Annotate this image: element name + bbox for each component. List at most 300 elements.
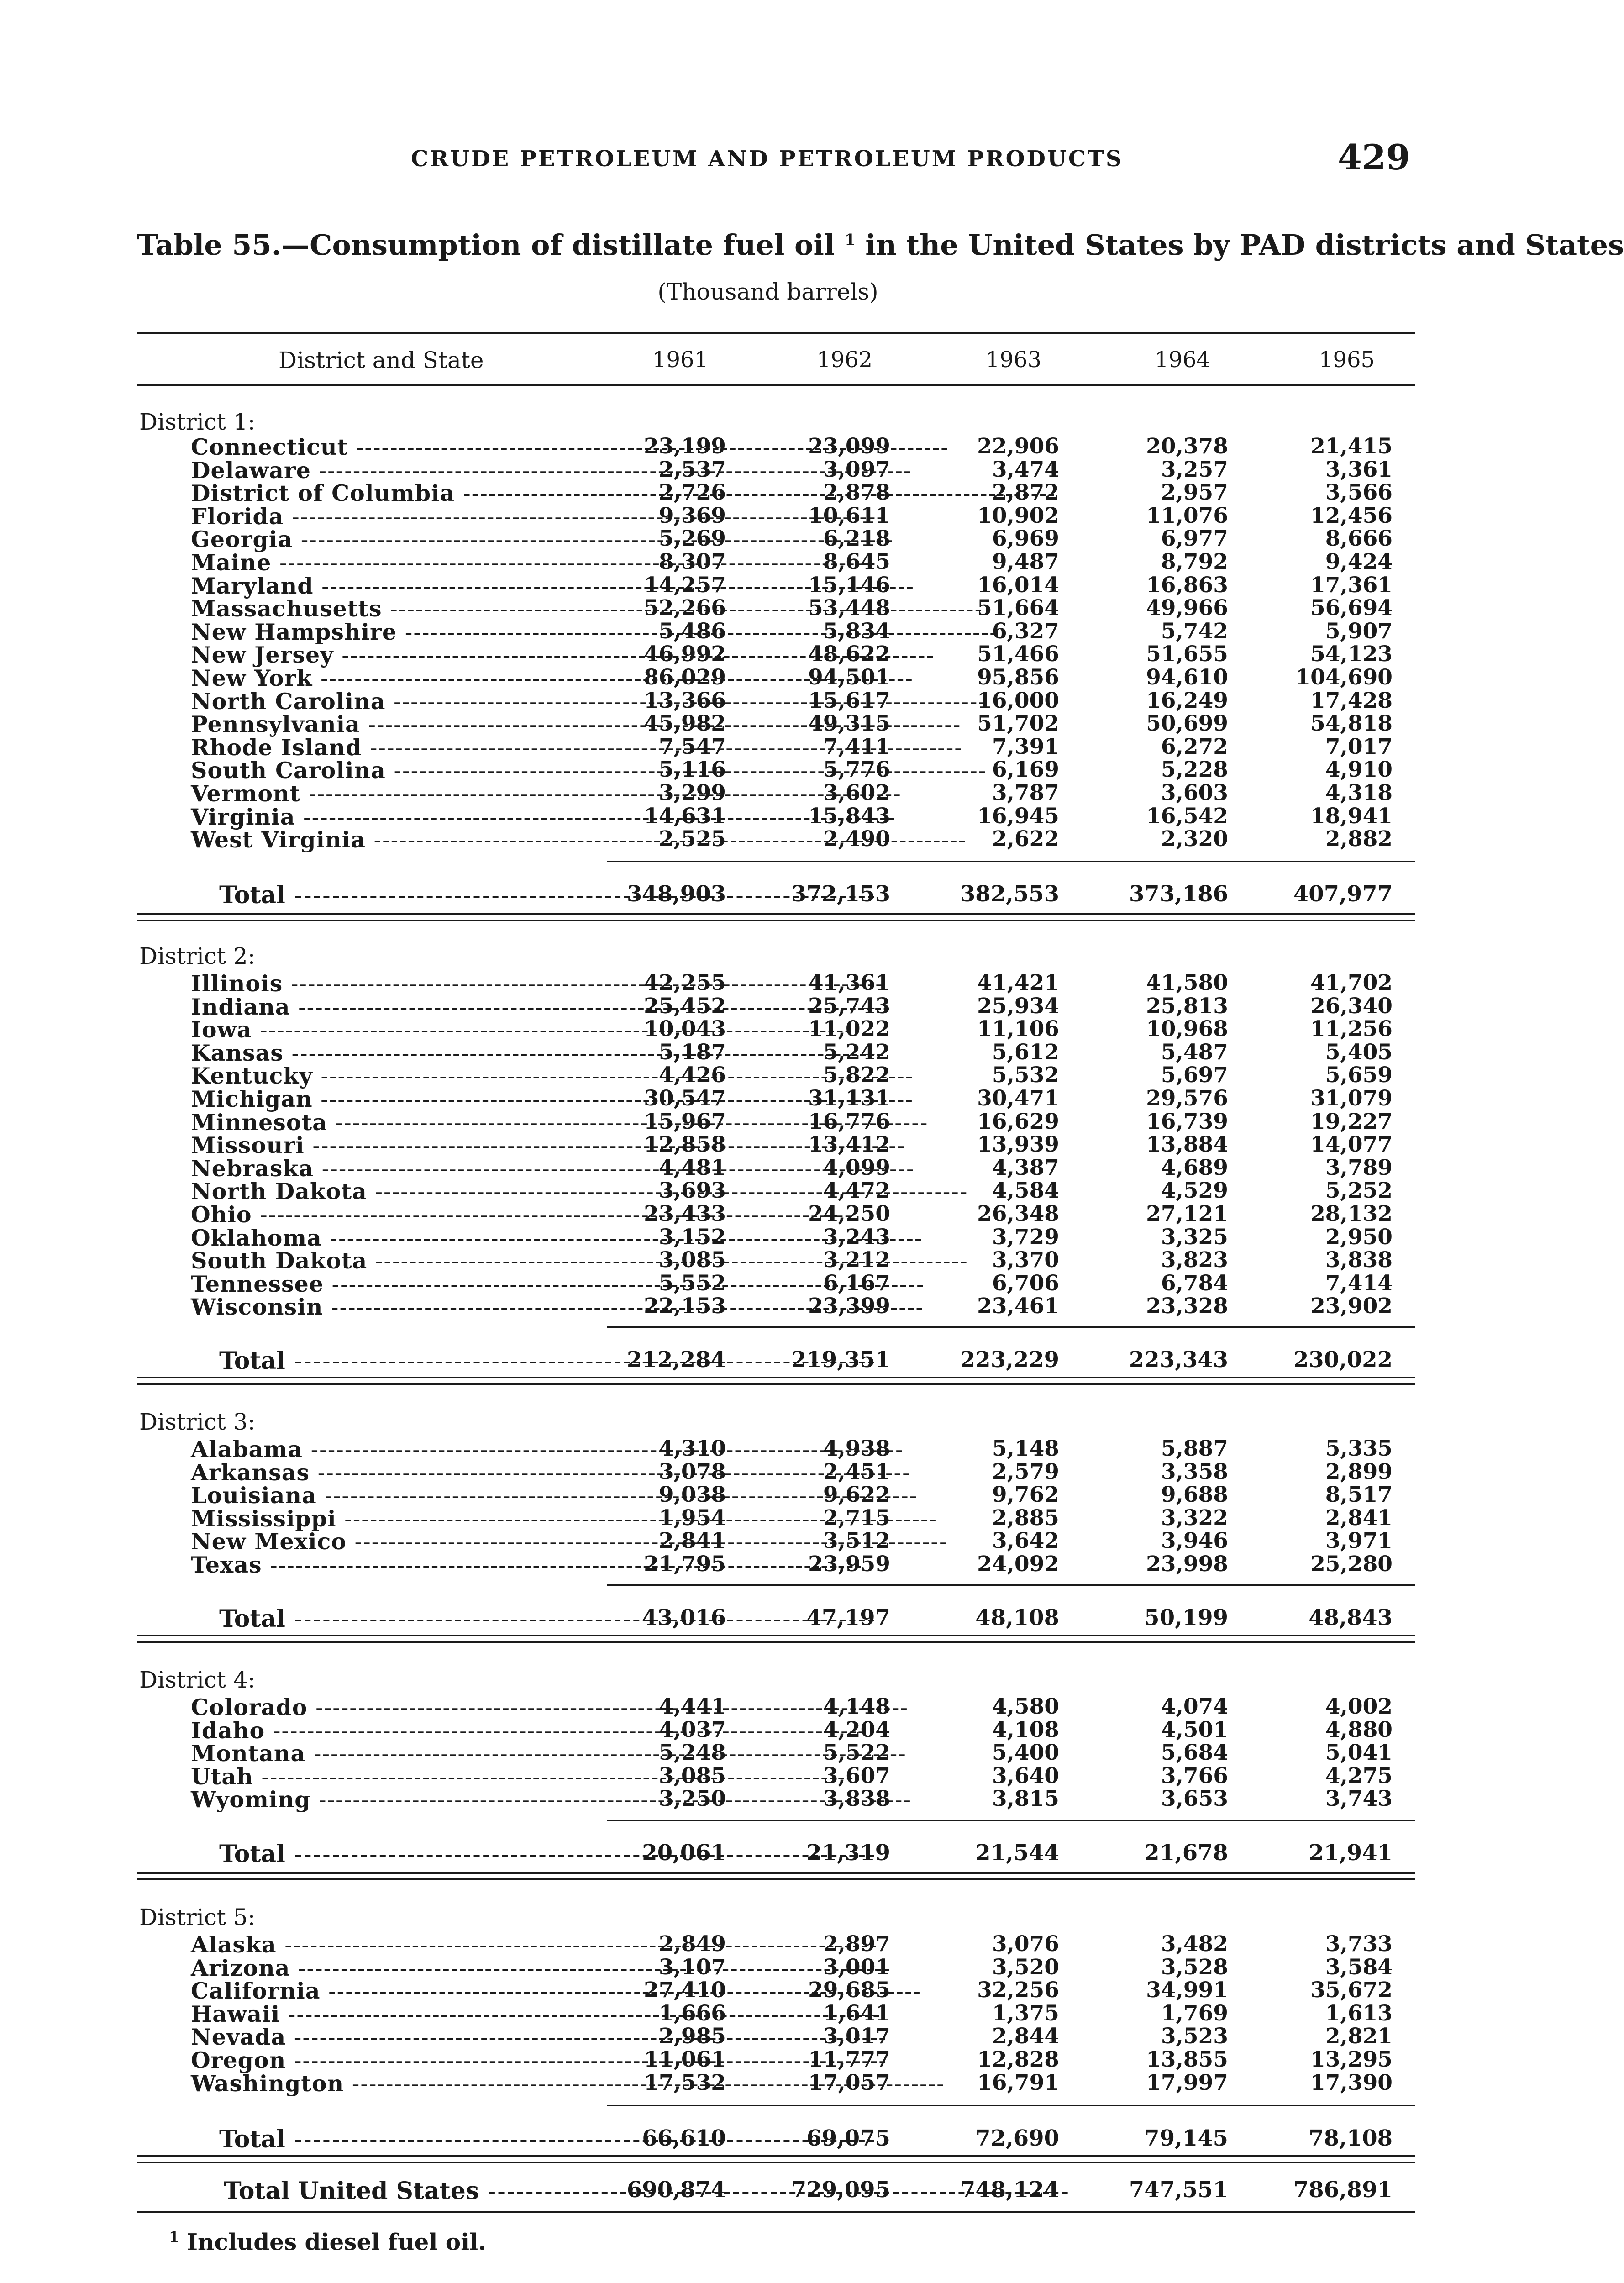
district-label: District 5:	[139, 1904, 256, 1931]
table-cell: 9,369	[658, 503, 726, 528]
table-row	[0, 642, 1536, 668]
state-name: Illinois -----	[191, 970, 611, 997]
table-cell: 5,187	[658, 1039, 726, 1065]
total-cell: 348,903	[626, 881, 726, 907]
total-cell: 223,343	[1129, 1347, 1228, 1373]
table-cell: 6,167	[823, 1270, 890, 1296]
table-cell: 5,335	[1325, 1436, 1393, 1461]
table-cell: 41,702	[1310, 970, 1393, 995]
state-name: New Mexico -----	[191, 1528, 611, 1555]
table-cell: 3,603	[1161, 780, 1228, 805]
table-cell: 2,897	[823, 1931, 890, 1957]
table-cell: 17,390	[1310, 2070, 1393, 2095]
table-cell: 22,153	[644, 1294, 726, 1319]
table-cell: 3,512	[823, 1528, 890, 1554]
table-cell: 12,828	[977, 2047, 1059, 2072]
table-cell: 3,358	[1161, 1459, 1228, 1484]
table-cell: 3,523	[1161, 2024, 1228, 2049]
table-cell: 5,228	[1161, 757, 1228, 783]
table-cell: 3,823	[1161, 1247, 1228, 1273]
table-cell: 3,528	[1161, 1954, 1228, 1980]
state-name: Indiana -----	[191, 994, 611, 1020]
table-cell: 3,078	[658, 1459, 726, 1484]
table-cell: 11,106	[977, 1016, 1059, 1042]
table-cell: 4,580	[992, 1694, 1059, 1719]
total-cell: 21,941	[1309, 1840, 1393, 1866]
table-cell: 3,520	[992, 1954, 1059, 1980]
table-cell: 3,653	[1161, 1786, 1228, 1812]
state-name: Kansas -----	[191, 1040, 611, 1066]
table-cell: 32,256	[977, 1978, 1059, 2003]
state-name: Mississippi -----	[191, 1505, 611, 1532]
table-cell: 23,902	[1310, 1294, 1393, 1319]
table-cell: 26,348	[977, 1201, 1059, 1226]
total-cell: 48,108	[975, 1605, 1059, 1631]
table-cell: 4,481	[658, 1155, 726, 1180]
page-number: 429	[1338, 137, 1410, 178]
table-cell: 16,542	[1146, 803, 1228, 829]
table-cell: 23,099	[808, 434, 890, 459]
table-cell: 5,487	[1161, 1039, 1228, 1065]
table-cell: 56,694	[1310, 595, 1393, 621]
table-row	[0, 688, 1536, 715]
table-cell: 11,256	[1310, 1016, 1393, 1042]
table-cell: 3,642	[992, 1528, 1059, 1554]
footnote	[169, 2228, 486, 2256]
table-cell: 16,776	[808, 1109, 890, 1134]
state-name: New York -----	[191, 665, 611, 691]
table-cell: 21,795	[644, 1552, 726, 1577]
table-cell: 5,252	[1325, 1178, 1393, 1204]
table-cell: 11,061	[644, 2047, 726, 2072]
table-cell: 8,645	[823, 549, 890, 574]
table-cell: 3,566	[1325, 480, 1393, 505]
table-cell: 27,410	[644, 1978, 726, 2003]
district-double-rule	[137, 2155, 1415, 2163]
grand-total-cell: 690,874	[626, 2177, 726, 2203]
table-cell: 5,269	[658, 526, 726, 552]
table-cell: 31,079	[1310, 1086, 1393, 1111]
table-cell: 5,041	[1325, 1740, 1393, 1766]
table-cell: 17,532	[644, 2070, 726, 2095]
total-cell: 78,108	[1309, 2125, 1393, 2151]
table-cell: 41,421	[977, 970, 1059, 995]
table-cell: 25,452	[644, 993, 726, 1019]
table-cell: 13,884	[1146, 1132, 1228, 1157]
table-row	[0, 1247, 1536, 1274]
table-row	[0, 1786, 1536, 1813]
table-cell: 31,131	[808, 1086, 890, 1111]
table-cell: 9,762	[992, 1482, 1059, 1508]
total-cell: 21,544	[975, 1840, 1059, 1866]
subtotal-rule	[607, 1820, 1415, 1821]
table-cell: 3,325	[1161, 1224, 1228, 1250]
state-name: North Dakota -----	[191, 1178, 611, 1205]
table-cell: 9,688	[1161, 1482, 1228, 1508]
table-cell: 5,486	[658, 618, 726, 644]
table-cell: 3,607	[823, 1763, 890, 1789]
table-cell: 54,123	[1310, 642, 1393, 667]
table-cell: 2,885	[992, 1505, 1059, 1531]
table-cell: 2,878	[823, 480, 890, 505]
total-cell: 66,610	[642, 2125, 726, 2151]
table-cell: 2,821	[1325, 2024, 1393, 2049]
table-row	[0, 1109, 1536, 1136]
table-row	[0, 1505, 1536, 1532]
grand-total-cell: 786,891	[1293, 2177, 1393, 2203]
district-double-rule	[137, 1635, 1415, 1643]
subtotal-rule	[607, 2105, 1415, 2106]
table-row	[0, 1954, 1536, 1981]
district-double-rule	[137, 1377, 1415, 1385]
table-cell: 4,037	[658, 1717, 726, 1742]
grand-total-cell: 748,124	[960, 2177, 1059, 2203]
table-row	[0, 503, 1536, 530]
table-cell: 3,085	[658, 1247, 726, 1273]
table-cell: 4,275	[1325, 1763, 1393, 1789]
table-cell: 42,255	[644, 970, 726, 995]
table-cell: 7,411	[823, 734, 890, 759]
table-cell: 10,611	[808, 503, 890, 528]
table-cell: 3,482	[1161, 1931, 1228, 1957]
table-cell: 46,992	[644, 642, 726, 667]
table-cell: 9,424	[1325, 549, 1393, 574]
table-cell: 2,726	[658, 480, 726, 505]
table-cell: 19,227	[1310, 1109, 1393, 1134]
table-cell: 3,584	[1325, 1954, 1393, 1980]
table-cell: 3,107	[658, 1954, 726, 1980]
table-cell: 20,378	[1146, 434, 1228, 459]
state-name: Georgia -----	[191, 526, 611, 552]
table-cell: 2,451	[823, 1459, 890, 1484]
header-top-rule	[137, 332, 1415, 334]
table-cell: 23,959	[808, 1552, 890, 1577]
total-cell: 47,197	[806, 1605, 890, 1631]
table-cell: 4,148	[823, 1694, 890, 1719]
table-cell: 23,433	[644, 1201, 726, 1226]
state-name: Oregon -----	[191, 2047, 611, 2073]
table-row	[0, 826, 1536, 853]
table-row	[0, 618, 1536, 645]
state-name: New Hampshire -----	[191, 619, 611, 645]
total-cell: 212,284	[626, 1347, 726, 1373]
table-cell: 95,856	[977, 665, 1059, 690]
state-name: Arkansas -----	[191, 1459, 611, 1486]
table-cell: 15,967	[644, 1109, 726, 1134]
table-cell: 53,448	[808, 595, 890, 621]
table-cell: 16,791	[977, 2070, 1059, 2095]
table-row	[0, 1016, 1536, 1043]
table-cell: 24,250	[808, 1201, 890, 1226]
table-cell: 3,250	[658, 1786, 726, 1812]
state-name: Delaware -----	[191, 457, 611, 484]
table-cell: 41,361	[808, 970, 890, 995]
table-cell: 5,697	[1161, 1063, 1228, 1088]
state-name: Wyoming -----	[191, 1786, 611, 1813]
state-name: Maine -----	[191, 549, 611, 576]
table-cell: 1,641	[823, 2000, 890, 2026]
table-cell: 3,733	[1325, 1931, 1393, 1957]
table-cell: 2,985	[658, 2024, 726, 2049]
stub-header: District and State	[279, 347, 484, 373]
table-cell: 2,899	[1325, 1459, 1393, 1484]
table-cell: 13,366	[644, 688, 726, 713]
table-cell: 4,108	[992, 1717, 1059, 1742]
table-cell: 3,789	[1325, 1155, 1393, 1180]
table-cell: 16,629	[977, 1109, 1059, 1134]
state-name: Iowa -----	[191, 1016, 611, 1043]
table-cell: 5,659	[1325, 1063, 1393, 1088]
table-title	[137, 228, 1624, 262]
total-cell: 372,153	[791, 881, 890, 907]
table-cell: 49,966	[1146, 595, 1228, 621]
table-cell: 6,169	[992, 757, 1059, 783]
table-row	[0, 572, 1536, 599]
table-cell: 25,280	[1310, 1552, 1393, 1577]
year-header: 1963	[985, 347, 1042, 373]
table-cell: 5,612	[992, 1039, 1059, 1065]
table-row	[0, 480, 1536, 507]
table-cell: 3,743	[1325, 1786, 1393, 1812]
table-cell: 2,841	[658, 1528, 726, 1554]
subtotal-rule	[607, 1326, 1415, 1328]
table-cell: 5,887	[1161, 1436, 1228, 1461]
table-cell: 4,387	[992, 1155, 1059, 1180]
total-cell: 72,690	[975, 2125, 1059, 2151]
table-row	[0, 1132, 1536, 1159]
table-cell: 6,218	[823, 526, 890, 552]
table-row	[0, 434, 1536, 460]
table-cell: 2,957	[1161, 480, 1228, 505]
district-double-rule	[137, 1872, 1415, 1880]
total-cell: 48,843	[1309, 1605, 1393, 1631]
table-row	[0, 711, 1536, 738]
table-cell: 3,257	[1161, 457, 1228, 482]
state-name: Texas -----	[191, 1552, 611, 1578]
table-title-main: Table 55.—Consumption of distillate fuel oil	[137, 228, 835, 262]
state-name: California -----	[191, 1978, 611, 2004]
table-cell: 3,838	[1325, 1247, 1393, 1273]
table-row	[0, 2070, 1536, 2097]
table-row	[0, 970, 1536, 997]
table-cell: 4,472	[823, 1178, 890, 1204]
table-row	[0, 1086, 1536, 1112]
state-name: Connecticut -----	[191, 434, 611, 460]
state-name: Alaska -----	[191, 1931, 611, 1958]
table-cell: 3,370	[992, 1247, 1059, 1273]
table-cell: 49,315	[808, 711, 890, 736]
table-cell: 3,243	[823, 1224, 890, 1250]
total-label: Total -----	[219, 1840, 612, 1868]
table-cell: 4,529	[1161, 1178, 1228, 1204]
grand-total-cell: 747,551	[1129, 2177, 1228, 2203]
table-cell: 5,148	[992, 1436, 1059, 1461]
district-label: District 1:	[139, 409, 256, 435]
state-name: Louisiana -----	[191, 1482, 611, 1509]
table-cell: 94,610	[1146, 665, 1228, 690]
total-cell: 79,145	[1144, 2125, 1228, 2151]
table-cell: 13,939	[977, 1132, 1059, 1157]
table-cell: 3,361	[1325, 457, 1393, 482]
table-row	[0, 1178, 1536, 1205]
subtotal-rule	[607, 861, 1415, 862]
table-cell: 17,057	[808, 2070, 890, 2095]
state-name: Utah -----	[191, 1763, 611, 1790]
table-row	[0, 549, 1536, 576]
table-cell: 3,322	[1161, 1505, 1228, 1531]
table-cell: 2,715	[823, 1505, 890, 1531]
table-cell: 1,375	[992, 2000, 1059, 2026]
footnote-text: Includes diesel fuel oil.	[179, 2228, 486, 2256]
table-row	[0, 1224, 1536, 1251]
table-cell: 3,946	[1161, 1528, 1228, 1554]
table-cell: 2,537	[658, 457, 726, 482]
table-cell: 14,077	[1310, 1132, 1393, 1157]
table-cell: 6,327	[992, 618, 1059, 644]
table-cell: 34,991	[1146, 1978, 1228, 2003]
table-cell: 4,501	[1161, 1717, 1228, 1742]
state-name: District of Columbia -----	[191, 480, 611, 506]
table-cell: 22,906	[977, 434, 1059, 459]
table-cell: 3,299	[658, 780, 726, 805]
district-label: District 4:	[139, 1667, 256, 1693]
table-row	[0, 1294, 1536, 1320]
table-cell: 6,706	[992, 1270, 1059, 1296]
state-name: Alabama -----	[191, 1436, 611, 1462]
table-cell: 5,400	[992, 1740, 1059, 1766]
table-cell: 29,685	[808, 1978, 890, 2003]
state-name: Michigan -----	[191, 1086, 611, 1112]
table-cell: 16,739	[1146, 1109, 1228, 1134]
table-row	[0, 2047, 1536, 2073]
table-cell: 3,640	[992, 1763, 1059, 1789]
table-cell: 14,631	[644, 803, 726, 829]
table-cell: 86,029	[644, 665, 726, 690]
table-cell: 3,076	[992, 1931, 1059, 1957]
table-cell: 2,579	[992, 1459, 1059, 1484]
table-cell: 3,212	[823, 1247, 890, 1273]
header-bottom-rule	[137, 384, 1415, 386]
table-cell: 23,461	[977, 1294, 1059, 1319]
table-cell: 4,204	[823, 1717, 890, 1742]
table-cell: 11,777	[808, 2047, 890, 2072]
state-name: South Dakota -----	[191, 1247, 611, 1274]
table-cell: 3,602	[823, 780, 890, 805]
state-name: Washington -----	[191, 2070, 611, 2097]
table-title-rest: in the United States by PAD districts and States	[855, 228, 1624, 262]
table-row	[0, 993, 1536, 1020]
table-cell: 50,699	[1146, 711, 1228, 736]
total-label: Total -----	[219, 2125, 612, 2153]
table-cell: 6,977	[1161, 526, 1228, 552]
table-cell: 17,361	[1310, 572, 1393, 598]
table-cell: 23,328	[1146, 1294, 1228, 1319]
table-cell: 10,968	[1146, 1016, 1228, 1042]
table-cell: 2,490	[823, 826, 890, 852]
state-name: Ohio -----	[191, 1201, 611, 1228]
table-cell: 4,099	[823, 1155, 890, 1180]
state-name: Kentucky -----	[191, 1063, 611, 1089]
total-label: Total -----	[219, 1347, 612, 1375]
year-header: 1961	[652, 347, 709, 373]
table-cell: 30,471	[977, 1086, 1059, 1111]
grand-total-cell: 729,095	[791, 2177, 890, 2203]
district-label: District 3:	[139, 1409, 256, 1435]
table-cell: 5,116	[658, 757, 726, 783]
table-cell: 8,307	[658, 549, 726, 574]
table-cell: 4,074	[1161, 1694, 1228, 1719]
state-name: North Carolina -----	[191, 688, 611, 715]
table-cell: 15,843	[808, 803, 890, 829]
year-header: 1964	[1154, 347, 1211, 373]
total-cell: 21,319	[806, 1840, 890, 1866]
table-cell: 4,002	[1325, 1694, 1393, 1719]
state-name: Maryland -----	[191, 573, 611, 599]
table-row	[0, 1978, 1536, 2004]
running-head: CRUDE PETROLEUM AND PETROLEUM PRODUCTS	[411, 146, 1124, 172]
table-cell: 7,547	[658, 734, 726, 759]
table-cell: 14,257	[644, 572, 726, 598]
table-cell: 4,880	[1325, 1717, 1393, 1742]
table-row	[0, 1436, 1536, 1462]
table-cell: 11,022	[808, 1016, 890, 1042]
table-cell: 54,818	[1310, 711, 1393, 736]
table-row	[0, 757, 1536, 784]
table-row	[0, 2000, 1536, 2027]
total-cell: 50,199	[1144, 1605, 1228, 1631]
table-cell: 104,690	[1295, 665, 1393, 690]
table-cell: 2,525	[658, 826, 726, 852]
table-cell: 2,882	[1325, 826, 1393, 852]
table-cell: 26,340	[1310, 993, 1393, 1019]
table-cell: 7,391	[992, 734, 1059, 759]
total-cell: 219,351	[791, 1347, 890, 1373]
table-cell: 3,474	[992, 457, 1059, 482]
table-cell: 3,097	[823, 457, 890, 482]
table-cell: 9,038	[658, 1482, 726, 1508]
table-cell: 23,399	[808, 1294, 890, 1319]
table-cell: 4,938	[823, 1436, 890, 1461]
table-cell: 45,982	[644, 711, 726, 736]
table-row	[0, 780, 1536, 807]
table-cell: 4,441	[658, 1694, 726, 1719]
state-name: Hawaii -----	[191, 2001, 611, 2027]
table-cell: 94,501	[808, 665, 890, 690]
table-cell: 8,792	[1161, 549, 1228, 574]
table-cell: 30,547	[644, 1086, 726, 1111]
table-cell: 3,152	[658, 1224, 726, 1250]
state-name: South Carolina -----	[191, 757, 611, 784]
state-name: Rhode Island -----	[191, 734, 611, 761]
state-name: Pennsylvania -----	[191, 711, 611, 737]
table-cell: 9,487	[992, 549, 1059, 574]
table-cell: 25,813	[1146, 993, 1228, 1019]
state-name: Minnesota -----	[191, 1109, 611, 1136]
table-cell: 4,318	[1325, 780, 1393, 805]
state-name: Florida -----	[191, 503, 611, 530]
table-row	[0, 1201, 1536, 1228]
table-cell: 12,456	[1310, 503, 1393, 528]
table-cell: 8,666	[1325, 526, 1393, 552]
table-cell: 23,998	[1146, 1552, 1228, 1577]
year-header: 1962	[816, 347, 873, 373]
table-cell: 3,729	[992, 1224, 1059, 1250]
table-cell: 13,855	[1146, 2047, 1228, 2072]
total-label: Total -----	[219, 881, 612, 909]
table-row	[0, 1717, 1536, 1744]
table-cell: 4,689	[1161, 1155, 1228, 1180]
table-cell: 1,666	[658, 2000, 726, 2026]
